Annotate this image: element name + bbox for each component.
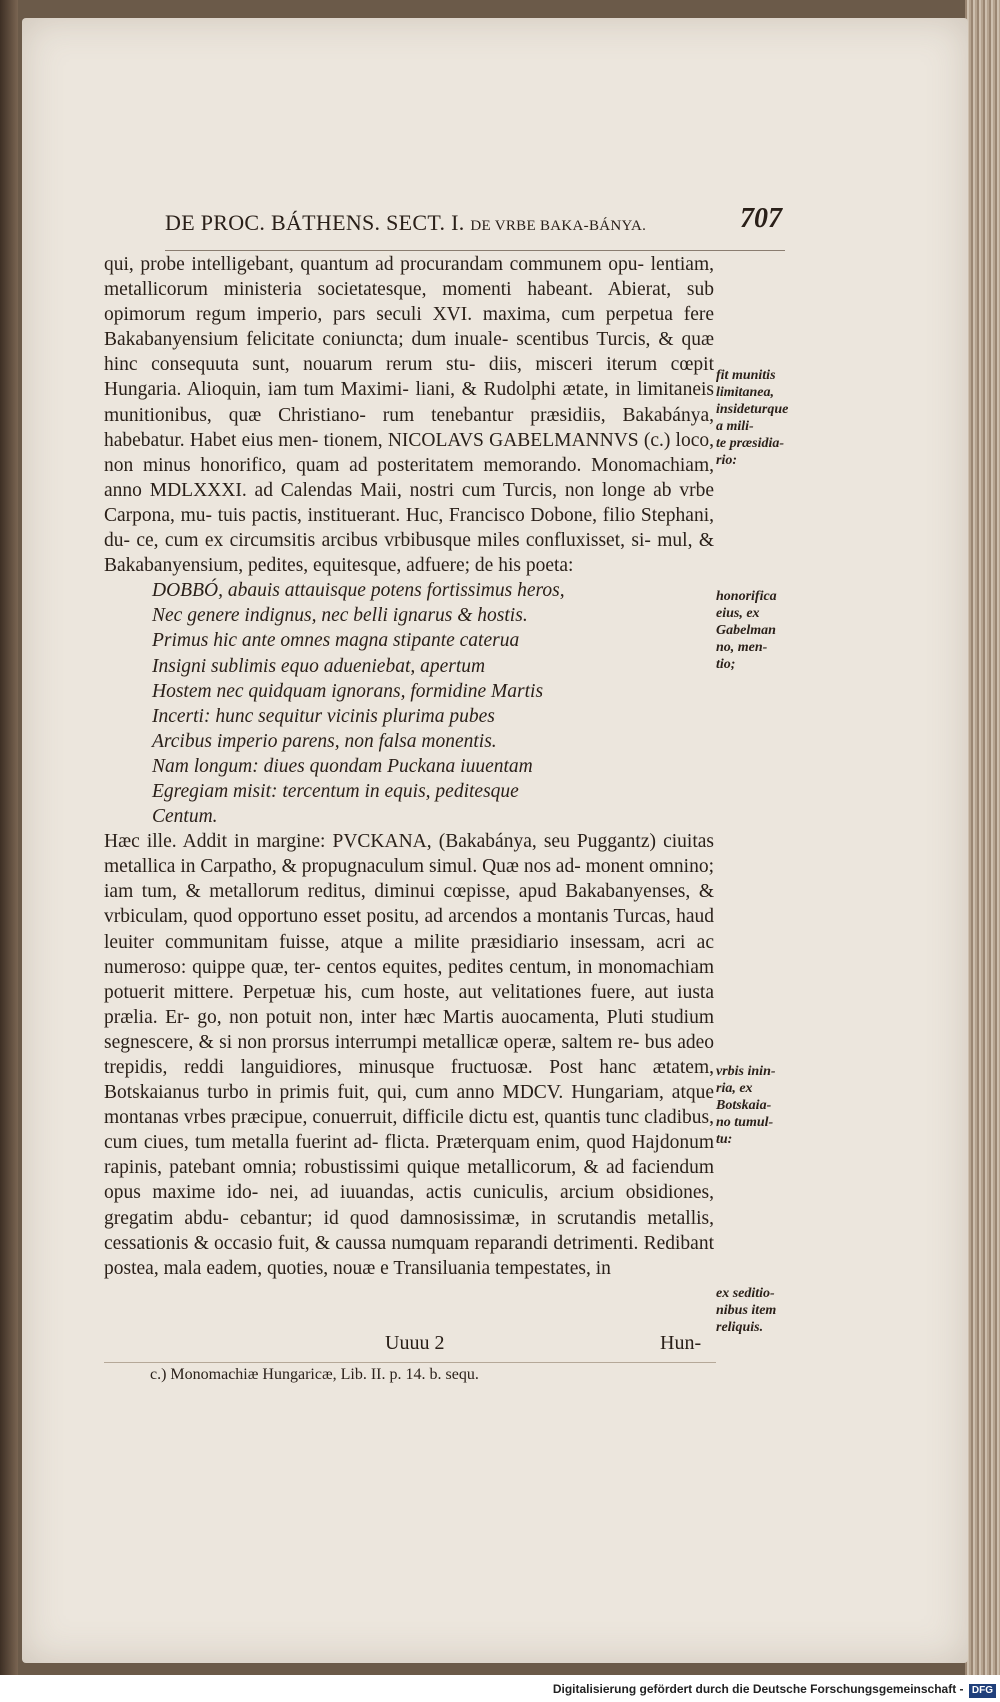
running-head-subtitle: DE VRBE BAKA-BÁNYA. — [470, 218, 647, 234]
digitization-footer — [0, 1676, 996, 1702]
page-edges — [965, 0, 1000, 1675]
poem-quotation — [152, 578, 714, 829]
book-spine — [0, 0, 18, 1675]
running-head — [165, 210, 785, 251]
poem-line: Nec genere indignus, nec belli ignarus & hostis. — [152, 605, 528, 627]
poem-line: Primus hic ante omnes magna stipante caterua — [152, 630, 520, 652]
page-number: 707 — [740, 203, 782, 234]
paragraph-1: qui, probe intelligebant, quantum ad procurandam communem opu- lentiam, metallicorum ministeria societatesque, momenti habeant. Abierat, sub opimorum regum imperio, pars seculi XVI. maxima, cum perpetua fere Bakabanyensium felicitate coniuncta; dum inuale- scentibus Turcis, & quæ hinc consequuta sunt, nouarum rerum stu- diis, misceri iterum cœpit Hungaria. Alioquin, iam tum Maximi- liani, & Rudolphi ætate, in limitaneis munitionibus, quæ Christiano- rum tenebantur præsidiis, Bakabánya, habebatur. Habet eius men- tionem, NICOLAVS GABELMANNVS (c.) loco, non minus honorifico, quam ad posteritatem memorando. Monomachiam, anno MDLXXXI. ad Calendas Maii, nostri cum Turcis, non longe ab vrbe Carpona, mu- tuis pactis, instituerant. Huc, Francisco Dobone, filio Stephani, du- ce, cum ex circumsitis arcibus vrbibusque miles confluxisset, si- mul, & Bakabanyensium, pedites, equitesque, adfuere; de his poeta: — [104, 254, 715, 577]
poem-line: Hostem nec quidquam ignorans, formidine Martis — [152, 680, 544, 702]
poem-line: Centum. — [152, 806, 218, 828]
margin-note-fortification: fit munitis limitanea, insideturque a mili- te præsidia- rio: — [716, 368, 789, 468]
poem-line: Insigni sublimis equo adueniebat, apertum — [152, 655, 486, 677]
dfg-logo: DFG — [969, 1684, 996, 1698]
footnote-rule — [104, 1362, 716, 1363]
running-head-title: DE PROC. BÁTHENS. SECT. I. — [165, 210, 465, 235]
paragraph-2: Hæc ille. Addit in margine: PVCKANA, (Bakabánya, seu Puggantz) ciuitas metallica in Carpatho, & propugnaculum simul. Quæ nos ad- monent omnino; iam tum, & metallorum reditus, diminui cœpisse, apud Bakabanyenses, & vrbiculam, quod opportuno esset positu, ad arcendos a montanis Turcas, haud leuiter communitam fuisse, atque a milite præsidiario insessam, acri ac numeroso: quippe quæ, ter- centos equites, pedites centum, in monomachiam potuerit mittere. Perpetuæ his, cum hoste, aut velitationes fuere, aut iusta prælia. Er- go, non potuit non, inter hæc Martis auocamenta, Pluti studium segnescere, & si non prorsus interrumpi metallicæ operæ, saltem re- bus adeo trepidis, reddi languidiores, minusque fructuosæ. Post hanc ætatem, Botskaianus turbo in primis fuit, qui, cum anno MDCV. Hungariam, atque montanas vrbes præcipue, conuerruit, difficile dictu est, quantis tunc cladibus, cum ciues, tum metalla fuerint ad- flicta. Præterquam enim, quod Hajdonum rapinis, patebant omnia; robustissimi quique metallicorum, & ad faciendum opus maxime ido- nei, ad iuuandas, actis cuniculis, arcium obsidiones, gregatim abdu- cebantur; id quod damnosissimæ, in scrutandis metallis, cessationis & occasio fuit, & caussa numquam reparandi detrimenti. Redibant postea, mala eadem, quoties, nouæ e Transiluania tempestates, in — [104, 831, 715, 1279]
margin-note-botskai: vrbis inin- ria, ex Botskaia- no tumul- tu: — [716, 1064, 776, 1147]
poem-line: Nam longum: diues quondam Puckana iuuentam — [152, 755, 533, 777]
poem-line: DOBBÓ, abauis attauisque potens fortissimus heros, — [152, 580, 565, 602]
poem-line: Egregiam misit: tercentum in equis, peditesque — [152, 780, 519, 802]
margin-note-seditions: ex seditio- nibus item reliquis. — [716, 1286, 777, 1335]
poem-line: Incerti: hunc sequitur vicinis plurima pubes — [152, 705, 495, 727]
poem-line: Arcibus imperio parens, non falsa monentis. — [152, 730, 497, 752]
body-text — [104, 252, 714, 1281]
footnote: c.) Monomachiæ Hungaricæ, Lib. II. p. 14. b. sequ. — [150, 1366, 479, 1383]
signature-mark: Uuuu 2 — [385, 1332, 445, 1354]
margin-note-gabelmann: honorifica eius, ex Gabelman no, men- tio; — [716, 589, 777, 672]
catchword: Hun- — [660, 1332, 702, 1354]
footer-credit: Digitalisierung gefördert durch die Deutsche Forschungsgemeinschaft - — [552, 1682, 964, 1696]
